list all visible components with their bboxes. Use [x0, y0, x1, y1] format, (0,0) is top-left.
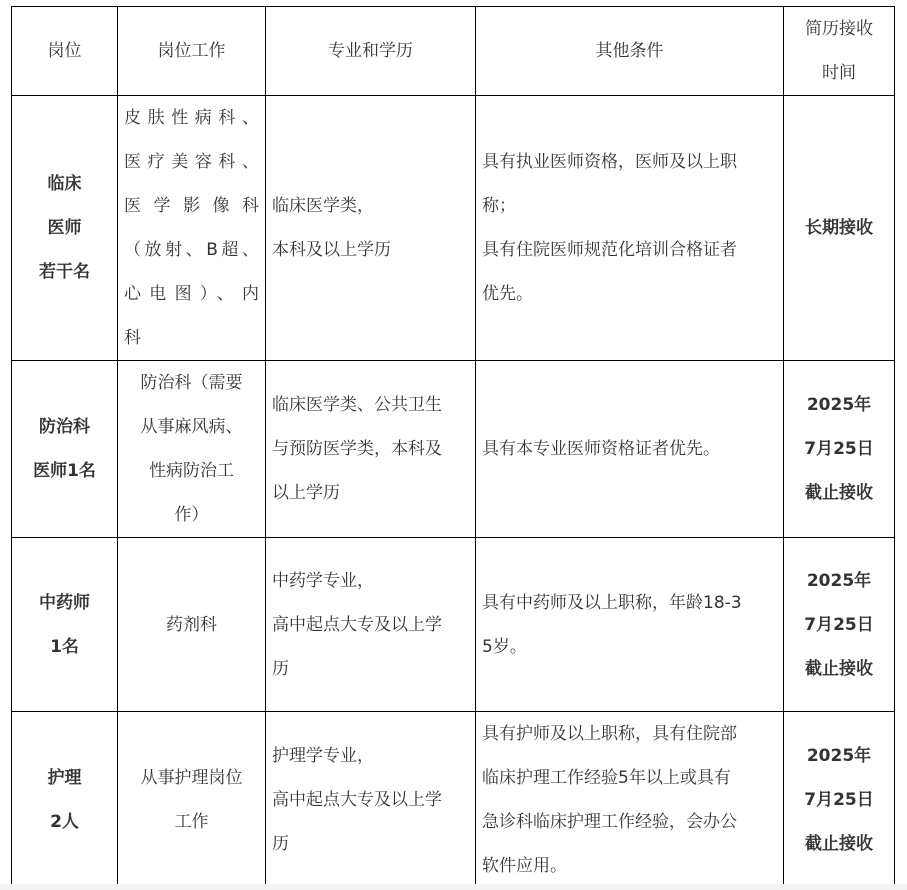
work-line: 从事麻风病、 [140, 417, 243, 437]
major-line: 高中起点大专及以上学 [272, 614, 442, 635]
major-line: 中药学专业， [272, 570, 374, 591]
position-line: 医师 [47, 218, 82, 238]
deadline-line: 2025年 [806, 570, 872, 591]
bottom-strip [0, 884, 907, 890]
deadline-line: 截止接收 [805, 658, 873, 679]
conditions-line: 具有中药师及以上职称，年龄18-3 [482, 592, 742, 613]
header-deadline-line: 时间 [822, 63, 856, 83]
work-line: （放射、B超、 [124, 240, 259, 260]
deadline-line: 7月25日 [804, 439, 874, 459]
position-cell [12, 361, 118, 538]
table-row [12, 361, 895, 538]
position-line: 2人 [50, 812, 79, 832]
major-line: 本科及以上学历 [272, 240, 391, 260]
header-conditions [476, 7, 784, 96]
major-line: 以上学历 [272, 483, 340, 503]
header-deadline [784, 7, 895, 96]
work-line: 医学影像科 [124, 196, 259, 216]
position-line: 1名 [50, 636, 79, 657]
work-line: 工作 [174, 812, 209, 832]
position-cell [12, 96, 118, 361]
conditions-cell [476, 538, 784, 712]
major-line: 历 [272, 834, 289, 854]
conditions-line: 称； [482, 196, 516, 216]
conditions-cell [476, 712, 784, 889]
conditions-line: 具有护师及以上职称，具有住院部 [482, 724, 737, 744]
deadline-line: 7月25日 [804, 614, 874, 635]
work-line: 防治科（需要 [140, 373, 243, 393]
deadline-line: 截止接收 [805, 483, 873, 503]
major-line: 高中起点大专及以上学 [272, 790, 442, 810]
deadline-line: 2025年 [806, 395, 872, 415]
position-line: 防治科 [39, 417, 90, 437]
position-line: 中药师 [39, 592, 90, 613]
deadline-line: 7月25日 [804, 790, 874, 810]
work-cell [118, 538, 266, 712]
deadline-line: 2025年 [806, 746, 872, 766]
work-line: 从事护理岗位 [140, 768, 243, 788]
header-conditions-label: 其他条件 [595, 41, 664, 61]
major-line: 临床医学类， [272, 196, 374, 216]
deadline-line: 截止接收 [805, 834, 873, 854]
conditions-line: 优先。 [482, 284, 533, 304]
header-major [266, 7, 476, 96]
deadline-cell [784, 96, 895, 361]
work-line: 科 [124, 328, 141, 348]
work-line: 心电图）、内 [124, 284, 259, 304]
major-line: 历 [272, 658, 289, 679]
deadline-cell [784, 538, 895, 712]
conditions-line: 软件应用。 [482, 856, 567, 876]
table-row [12, 96, 895, 361]
major-cell [266, 96, 476, 361]
deadline-cell [784, 361, 895, 538]
work-cell [118, 361, 266, 538]
position-cell [12, 538, 118, 712]
work-line: 作） [174, 505, 209, 525]
work-line: 性病防治工 [149, 461, 234, 481]
conditions-line: 具有住院医师规范化培训合格证者 [482, 240, 737, 260]
header-position [12, 7, 118, 96]
header-deadline-line: 简历接收 [805, 19, 873, 39]
position-cell [12, 712, 118, 889]
major-line: 护理学专业， [272, 746, 374, 766]
header-work [118, 7, 266, 96]
header-major-label: 专业和学历 [328, 41, 413, 61]
position-line: 护理 [47, 768, 82, 788]
deadline-cell [784, 712, 895, 889]
major-cell [266, 361, 476, 538]
position-line: 医师1名 [33, 461, 96, 481]
major-line: 临床医学类、公共卫生 [272, 395, 442, 415]
work-line: 皮肤性病科、 [124, 108, 259, 128]
major-cell [266, 712, 476, 889]
table-header-row [12, 7, 895, 96]
conditions-line: 具有本专业医师资格证者优先。 [482, 439, 720, 459]
table-row [12, 712, 895, 889]
work-cell [118, 96, 266, 361]
header-position-label: 岗位 [47, 41, 82, 61]
conditions-cell [476, 96, 784, 361]
work-line: 药剂科 [166, 614, 217, 635]
conditions-cell [476, 361, 784, 538]
recruitment-table [11, 6, 895, 889]
conditions-line: 急诊科临床护理工作经验，会办公 [482, 812, 737, 832]
conditions-line: 具有执业医师资格，医师及以上职 [482, 152, 737, 172]
work-cell [118, 712, 266, 889]
major-line: 与预防医学类，本科及 [272, 439, 442, 459]
table-row [12, 538, 895, 712]
conditions-line: 临床护理工作经验5年以上或具有 [482, 768, 731, 788]
position-line: 若干名 [39, 262, 90, 282]
deadline-line: 长期接收 [805, 218, 873, 238]
work-line: 医疗美容科、 [124, 152, 259, 172]
header-work-label: 岗位工作 [157, 41, 226, 61]
position-line: 临床 [47, 174, 82, 194]
conditions-line: 5岁。 [482, 636, 527, 657]
major-cell [266, 538, 476, 712]
